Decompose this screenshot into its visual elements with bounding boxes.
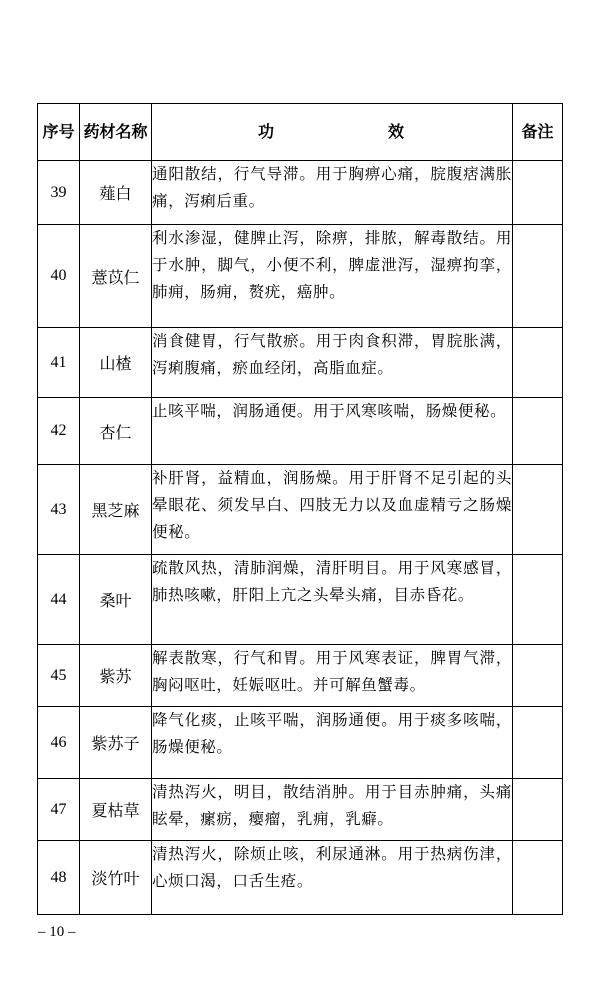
row-name: 夏枯草 xyxy=(80,779,152,841)
row-no: 45 xyxy=(38,645,80,707)
header-effect xyxy=(152,104,513,161)
page-number: – 10 – xyxy=(38,924,76,940)
row-effect: 疏散风热，清肺润燥，清肝明目。用于风寒感冒，肺热咳嗽，肝阳上亢之头晕头痛，目赤昏花。 xyxy=(152,555,513,645)
row-no: 46 xyxy=(38,707,80,779)
table-row xyxy=(38,707,563,779)
row-note xyxy=(513,779,563,841)
table-row xyxy=(38,645,563,707)
row-name: 紫苏子 xyxy=(80,707,152,779)
row-note xyxy=(513,161,563,225)
row-note xyxy=(513,707,563,779)
row-note xyxy=(513,465,563,555)
table-row xyxy=(38,841,563,915)
table-row xyxy=(38,398,563,465)
row-name: 薤白 xyxy=(80,161,152,225)
header-no: 序号 xyxy=(38,104,80,161)
row-name: 薏苡仁 xyxy=(80,225,152,328)
table-row xyxy=(38,225,563,328)
row-no: 40 xyxy=(38,225,80,328)
header-note: 备注 xyxy=(513,104,563,161)
row-effect: 通阳散结，行气导滞。用于胸痹心痛，脘腹痞满胀痛，泻痢后重。 xyxy=(152,161,513,225)
row-note xyxy=(513,841,563,915)
row-no: 44 xyxy=(38,555,80,645)
row-name: 紫苏 xyxy=(80,645,152,707)
row-effect: 利水渗湿，健脾止泻，除痹，排脓，解毒散结。用于水肿，脚气，小便不利，脾虚泄泻，湿痹拘挛，肺痈，肠痈，赘疣，癌肿。 xyxy=(152,225,513,328)
row-name: 桑叶 xyxy=(80,555,152,645)
header-name: 药材名称 xyxy=(80,104,152,161)
row-effect: 清热泻火，明目，散结消肿。用于目赤肿痛，头痛眩晕，瘰疬，瘿瘤，乳痈，乳癖。 xyxy=(152,779,513,841)
table-row xyxy=(38,779,563,841)
row-note xyxy=(513,225,563,328)
row-no: 43 xyxy=(38,465,80,555)
row-note xyxy=(513,645,563,707)
row-no: 42 xyxy=(38,398,80,465)
row-effect: 消食健胃，行气散瘀。用于肉食积滞，胃脘胀满，泻痢腹痛，瘀血经闭，高脂血症。 xyxy=(152,328,513,398)
row-note xyxy=(513,328,563,398)
row-effect: 清热泻火，除烦止咳，利尿通淋。用于热病伤津，心烦口渴，口舌生疮。 xyxy=(152,841,513,915)
row-no: 39 xyxy=(38,161,80,225)
table-row xyxy=(38,465,563,555)
table-header-row xyxy=(38,104,563,161)
header-effect-char-2: 效 xyxy=(387,122,404,141)
row-name: 杏仁 xyxy=(80,398,152,465)
row-no: 41 xyxy=(38,328,80,398)
row-effect: 降气化痰，止咳平喘，润肠通便。用于痰多咳喘，肠燥便秘。 xyxy=(152,707,513,779)
row-effect: 补肝肾，益精血，润肠燥。用于肝肾不足引起的头晕眼花、须发早白、四肢无力以及血虚精亏之肠燥便秘。 xyxy=(152,465,513,555)
row-note xyxy=(513,398,563,465)
row-effect: 解表散寒，行气和胃。用于风寒表证，脾胃气滞，胸闷呕吐，妊娠呕吐。并可解鱼蟹毒。 xyxy=(152,645,513,707)
herb-table xyxy=(37,103,563,915)
row-name: 淡竹叶 xyxy=(80,841,152,915)
row-no: 47 xyxy=(38,779,80,841)
header-effect-char-1: 功 xyxy=(258,122,275,141)
table-row xyxy=(38,328,563,398)
table-row xyxy=(38,555,563,645)
row-note xyxy=(513,555,563,645)
row-name: 黑芝麻 xyxy=(80,465,152,555)
row-effect: 止咳平喘，润肠通便。用于风寒咳喘，肠燥便秘。 xyxy=(152,398,513,465)
row-no: 48 xyxy=(38,841,80,915)
row-name: 山楂 xyxy=(80,328,152,398)
table-row xyxy=(38,161,563,225)
